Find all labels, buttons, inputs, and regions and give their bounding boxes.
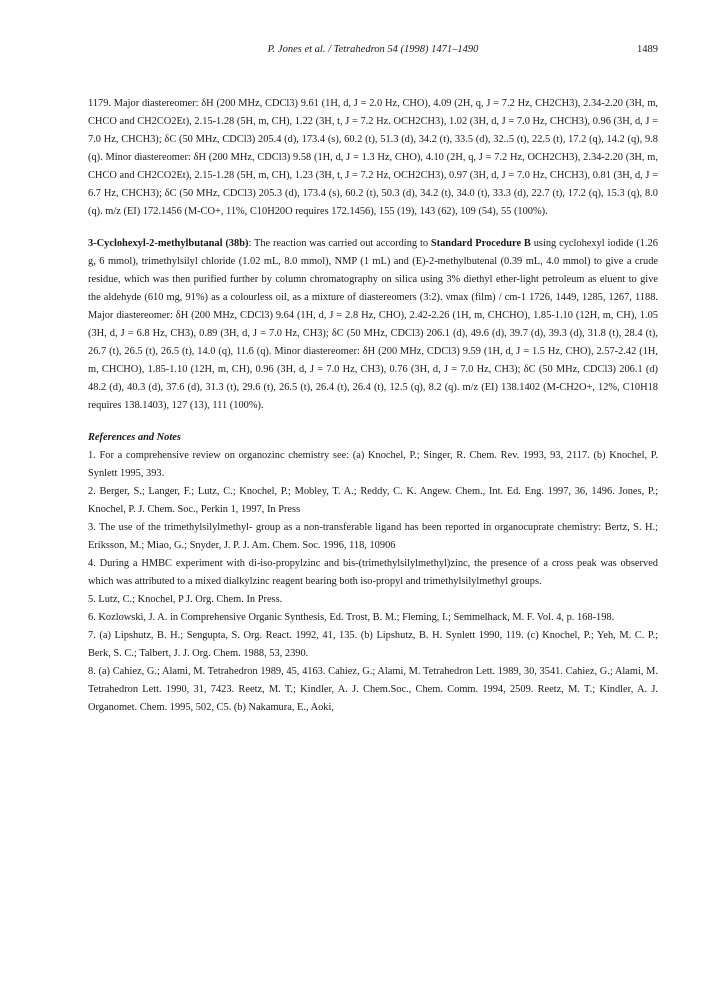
procedure-text-body: using cyclohexyl iodide (1.26 g, 6 mmol), trimethylsilyl chloride (1.02 mL, 8.0 mmol), NMP (1 mL) and (E)-2-methylbutenal (0.39 mL, 4.0 mmol) to give a crude residue, which was then purified further by column chromatography on silica using 3% diethyl ether-light petroleum as eluent to give the aldehyde (610 mg, 91%) as a colourless oil, as a mixture of diastereomers (3:2). νmax (film) / cm-1 1726, 1449, 1285, 1267, 1188. Major diastereomer: δH (200 MHz, CDCl3) 9.64 (1H, d, J = 2.8 Hz, CHO), 2.42-2.26 (1H, m, CHCHO), 1.85-1.10 (12H, m, CH), 1.05 (3H, d, J = 6.8 Hz, CH3), 0.89 (3H, d, J = 7.0 Hz, CH3); δC (50 MHz, CDCl3) 206.1 (d), 49.6 (d), 39.7 (d), 39.3 (d), 31.8 (t), 28.4 (t), 26.7 (t), 26.5 (t), 26.5 (t), 14.0 (q), 11.6 (q). Minor diastereomer: δH (200 MHz, CDCl3) 9.59 (1H, d, J = 1.5 Hz, CHO), 2.57-2.42 (1H, m, CHCHO), 1.85-1.10 (12H, m, CH), 0.96 (3H, d, J = 7.0 Hz, CH3), 0.76 (3H, d, J = 7.0 Hz, CH3); δC (50 MHz, CDCl3) 206.1 (d) 48.2 (d), 40.3 (d), 37.6 (d), 31.3 (t), 29.6 (t), 26.5 (t), 26.4 (t), 26.4 (t), 12.5 (q), 8.2 (q). m/z (EI) 138.1402 (M-CH2O+, 12%, C10H18 requires 138.1403), 127 (13), 111 (100%). xyxy=(88,238,658,411)
paragraph-gap xyxy=(88,221,658,235)
reference-item: 8. (a) Cahiez, G.; Alami, M. Tetrahedron 1989, 45, 4163. Cahiez, G.; Alami, M. Tetrahedron Lett. 1989, 30, 3541. Cahiez, G.; Alami, M. Tetrahedron Lett. 1990, 31, 7423. Reetz, M. T.; Kindler, A. J. Chem.Soc., Chem. Comm. 1994, 2509. Reetz, M. T.; Kindler, A. J. Organomet. Chem. 1995, 502, C5. (b) Nakamura, E., Aoki, xyxy=(88,666,658,713)
reference-item: 7. (a) Lipshutz, B. H.; Sengupta, S. Org. React. 1992, 41, 135. (b) Lipshutz, B. H. Synlett 1990, 119. (c) Knochel, P.; Yeh, M. C. P.; Berk, S. C.; Talbert, J. J. Org. Chem. 1988, 53, 2390. xyxy=(88,630,658,659)
paragraph-gap xyxy=(88,415,658,429)
article-body xyxy=(88,95,658,717)
reference-item: 1. For a comprehensive review on organozinc chemistry see: (a) Knochel, P.; Singer, R. Chem. Rev. 1993, 93, 2117. (b) Knochel, P. Synlett 1995, 393. xyxy=(88,450,658,479)
procedure-text-lead: : The reaction was carried out according to xyxy=(248,238,431,249)
page-number: 1489 xyxy=(637,44,658,55)
references-heading: References and Notes xyxy=(88,432,181,443)
reference-item: 3. The use of the trimethylsilylmethyl- group as a non-transferable ligand has been reported in organocuprate chemistry: Bertz, S. H.; Eriksson, M.; Miao, G.; Snyder, J. P. J. Am. Chem. Soc. 1996, 118, 10906 xyxy=(88,522,658,551)
experimental-paragraph-38b xyxy=(88,235,658,415)
reference-item: 4. During a HMBC experiment with di-iso-propylzinc and bis-(trimethylsilylmethyl)zinc, the presence of a cross peak was observed which was attributed to a mixed dialkylzinc reagent bearing both iso-propyl and trimethylsilylmethyl groups. xyxy=(88,558,658,587)
reference-item: 2. Berger, S.; Langer, F.; Lutz, C.; Knochel, P.; Mobley, T. A.; Reddy, C. K. Angew. Chem., Int. Ed. Eng. 1997, 36, 1496. Jones, P.; Knochel, P. J. Chem. Soc., Perkin 1, 1997, In Press xyxy=(88,486,658,515)
running-header xyxy=(88,44,658,60)
compound-title: 3-Cyclohexyl-2-methylbutanal (38b) xyxy=(88,238,249,249)
reference-item: 5. Lutz, C.; Knochel, P J. Org. Chem. In Press. xyxy=(88,594,283,605)
experimental-paragraph-38a-data: 1179. Major diastereomer: δH (200 MHz, CDCl3) 9.61 (1H, d, J = 2.0 Hz, CHO), 4.09 (2H, q, J = 7.2 Hz, CH2CH3), 2.34-2.20 (3H, m, CHCO and CH2CO2Et), 2.15-1.28 (5H, m, CH), 1.22 (3H, t, J = 7.2 Hz. OCH2CH3), 1.02 (3H, d, J = 7.0 Hz, CHCH3), 0.96 (3H, d, J = 7.0 Hz, CHCH3); δC (50 MHz, CDCl3) 205.4 (d), 173.4 (s), 60.2 (t), 51.3 (d), 34.2 (t), 33.5 (d), 32..5 (t), 22.5 (t), 17.2 (q), 14.2 (q), 9.8 (q). Minor diastereomer: δH (200 MHz, CDCl3) 9.58 (1H, d, J = 1.3 Hz, CHO), 4.10 (2H, q, J = 7.2 Hz, OCH2CH3), 2.34-2.20 (3H, m, CHCO and CH2CO2Et), 2.15-1.28 (5H, m, CH), 1.23 (3H, t, J = 7.2 Hz, OCH2CH3), 0.97 (3H, d, J = 7.0 Hz, CHCH3), 0.81 (3H, d, J = 6.7 Hz, CHCH3); δC (50 MHz, CDCl3) 205.3 (d), 173.4 (s), 60.2 (t), 50.3 (d), 34.2 (t), 34.0 (t), 33.3 (d), 22.7 (t), 17.2 (q), 15.3 (q), 8.0 (q). m/z (EI) 172.1456 (M-CO+, 11%, C10H20O requires 172.1456), 155 (19), 143 (62), 109 (54), 55 (100%). xyxy=(88,98,658,217)
reference-item: 6. Kozlowski, J. A. in Comprehensive Organic Synthesis, Ed. Trost, B. M.; Fleming, I.; Semmelhack, M. F. Vol. 4, p. 168-198. xyxy=(88,612,615,623)
procedure-name: Standard Procedure B xyxy=(430,238,531,249)
running-title: P. Jones et al. / Tetrahedron 54 (1998) 1471–1490 xyxy=(267,44,479,55)
